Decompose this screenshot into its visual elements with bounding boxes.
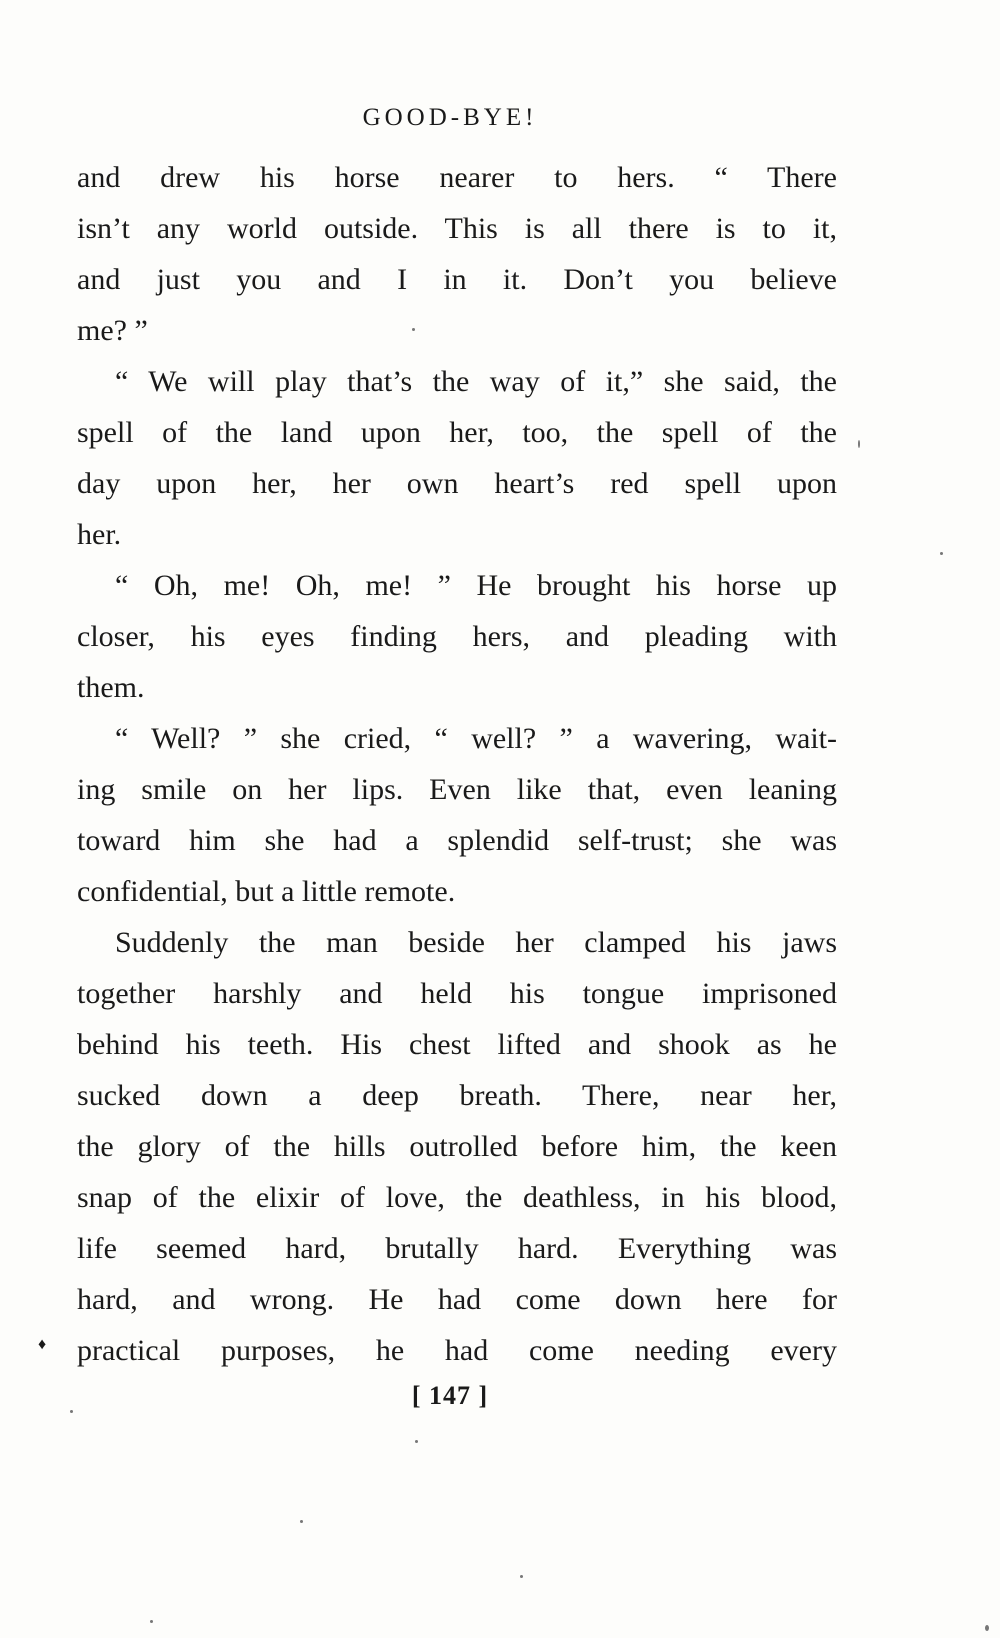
text-line: sucked down a deep breath. There, near her,	[77, 1079, 837, 1112]
text-line: her.	[77, 518, 122, 551]
paper-speck	[520, 1575, 523, 1578]
paper-speck	[300, 1520, 303, 1523]
text-line: toward him she had a splendid self-trust; she was	[77, 824, 837, 857]
paper-speck	[412, 328, 415, 331]
body-text	[77, 152, 837, 1376]
text-line: hard, and wrong. He had come down here for	[77, 1283, 837, 1316]
text-line: the glory of the hills outrolled before him, the keen	[77, 1130, 837, 1163]
text-line: day upon her, her own heart’s red spell upon	[77, 467, 837, 500]
text-line: Suddenly the man beside her clamped his jaws	[115, 926, 837, 959]
text-line: isn’t any world outside. This is all there is to it,	[77, 212, 837, 245]
text-line: practical purposes, he had come needing every	[77, 1334, 837, 1367]
text-line: and just you and I in it. Don’t you believe	[77, 263, 837, 296]
page-number: [ 147 ]	[411, 1381, 489, 1410]
paper-speck	[985, 1625, 989, 1631]
text-line: “ Oh, me! Oh, me! ” He brought his horse up	[115, 569, 837, 602]
paragraph	[77, 560, 837, 713]
paper-speck	[70, 1410, 73, 1413]
running-head: GOOD-BYE!	[362, 104, 538, 131]
text-line: behind his teeth. His chest lifted and shook as he	[77, 1028, 837, 1061]
margin-mark-icon: ♦	[38, 1336, 47, 1353]
text-line: confidential, but a little remote.	[77, 875, 456, 908]
paragraph	[77, 356, 837, 560]
text-line: and drew his horse nearer to hers. “ There	[77, 161, 837, 194]
text-line: “ We will play that’s the way of it,” she said, the	[115, 365, 837, 398]
text-line: closer, his eyes finding hers, and pleading with	[77, 620, 837, 653]
text-line: together harshly and held his tongue imprisoned	[77, 977, 837, 1010]
paper-speck	[858, 440, 860, 448]
text-line: them.	[77, 671, 145, 704]
text-line: ing smile on her lips. Even like that, even leaning	[77, 773, 837, 806]
paragraph	[77, 152, 837, 356]
text-line: me? ”	[77, 314, 148, 347]
text-line: snap of the elixir of love, the deathless, in his blood,	[77, 1181, 837, 1214]
text-line: life seemed hard, brutally hard. Everything was	[77, 1232, 837, 1265]
paragraph	[77, 713, 837, 917]
paper-speck	[150, 1620, 153, 1623]
text-line: “ Well? ” she cried, “ well? ” a wavering, wait-	[115, 722, 837, 755]
paper-speck	[940, 552, 943, 555]
paper-speck	[415, 1440, 418, 1443]
paragraph	[77, 917, 837, 1376]
text-line: spell of the land upon her, too, the spell of the	[77, 416, 837, 449]
